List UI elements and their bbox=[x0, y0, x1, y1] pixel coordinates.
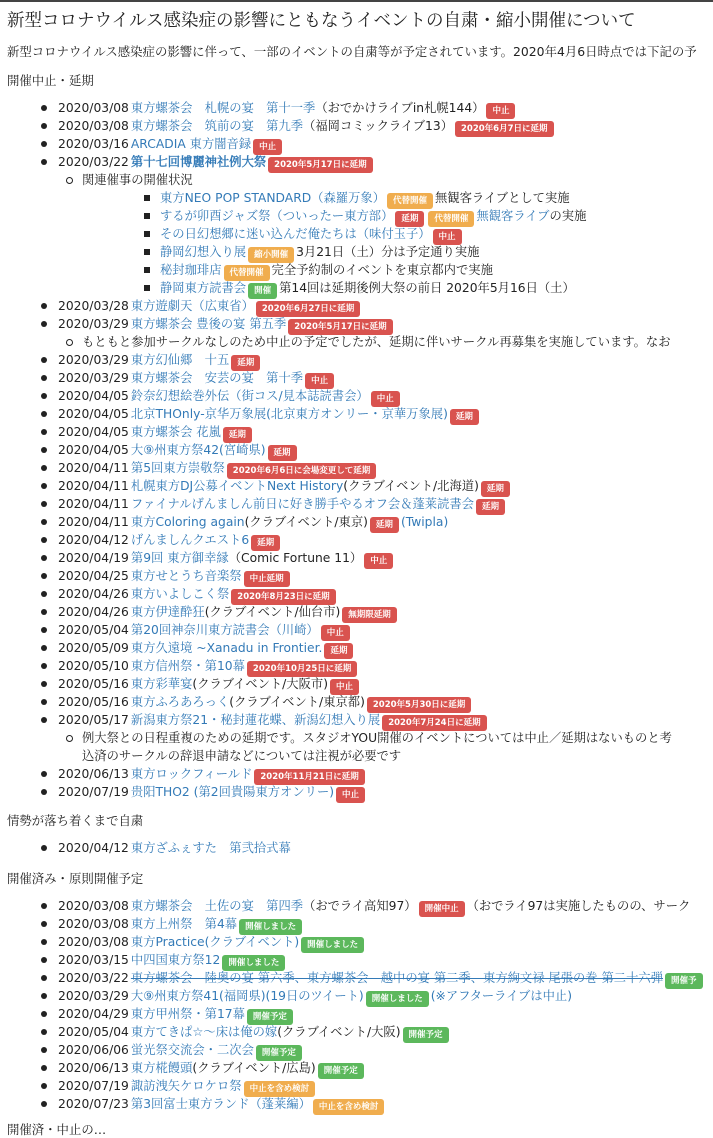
event-link[interactable]: 札幌東方DJ公募イベントNext History bbox=[130, 479, 344, 493]
status-badge: 延期 bbox=[476, 499, 505, 515]
status-badge: 2020年5月17日に延期 bbox=[268, 157, 372, 173]
list-item bbox=[58, 711, 489, 729]
status-badge: 開催予 bbox=[665, 973, 703, 989]
list-bullet bbox=[41, 975, 47, 981]
event-link[interactable]: 東方いよしこく祭 bbox=[130, 587, 230, 601]
list-item bbox=[58, 951, 287, 969]
event-link[interactable]: 東方螺茶会 陸奥の宴 第六季、東方螺茶会 越中の宴 第二季、東方絢文禄 尾張の巻 第二十六弾 bbox=[130, 971, 663, 985]
event-date: 2020/05/17 bbox=[58, 713, 129, 727]
list-bullet bbox=[41, 771, 47, 777]
event-date: 2020/03/29 bbox=[58, 353, 129, 367]
status-badge: 中止 bbox=[433, 229, 462, 245]
list-item bbox=[58, 1095, 386, 1113]
event-date: 2020/03/22 bbox=[58, 155, 129, 169]
list-item bbox=[82, 729, 672, 747]
event-link[interactable]: 第20回神奈川東方読書会（川崎） bbox=[130, 623, 319, 637]
event-link[interactable]: 東方てきぱ☆〜床は俺の嫁 bbox=[130, 1025, 278, 1039]
event-link[interactable]: 東方伊達酔狂 bbox=[130, 605, 205, 619]
event-date: 2020/03/08 bbox=[58, 917, 129, 931]
list-item bbox=[58, 459, 378, 477]
event-date: 2020/06/06 bbox=[58, 1043, 129, 1057]
list-item bbox=[58, 1077, 317, 1095]
status-badge: 2020年5月30日に延期 bbox=[367, 697, 471, 713]
list-bullet bbox=[41, 1065, 47, 1071]
list-item bbox=[58, 117, 556, 135]
event-link[interactable]: 東方椛饅頭 bbox=[130, 1061, 193, 1075]
event-date: 2020/04/05 bbox=[58, 407, 129, 421]
event-link[interactable]: (19日のツイート) bbox=[265, 989, 364, 1003]
event-link[interactable]: 鈴奈幻想絵巻外伝（街コス/見本誌読書会） bbox=[130, 389, 369, 403]
status-badge: 中止 bbox=[330, 679, 359, 695]
event-link[interactable]: 東方幻仙郷 十五 bbox=[130, 353, 230, 367]
event-note: の実施 bbox=[549, 209, 587, 223]
status-badge: 中止を含め検討 bbox=[244, 1081, 316, 1097]
list-bullet bbox=[144, 231, 150, 237]
list-item bbox=[82, 171, 193, 189]
list-item bbox=[58, 675, 361, 693]
list-item bbox=[82, 747, 401, 765]
event-date: 2020/04/11 bbox=[58, 461, 129, 475]
status-badge: 開催予定 bbox=[403, 1027, 449, 1043]
status-badge: 延期 bbox=[370, 517, 399, 533]
status-badge: 代替開催 bbox=[224, 265, 270, 281]
event-date: 2020/04/05 bbox=[58, 389, 129, 403]
list-item bbox=[58, 915, 304, 933]
list-item bbox=[58, 99, 517, 117]
list-item bbox=[58, 621, 352, 639]
event-note: 関連催事の開催状況 bbox=[82, 173, 193, 187]
event-date: 2020/05/16 bbox=[58, 695, 129, 709]
list-item bbox=[58, 441, 299, 459]
status-badge: 中止 bbox=[321, 625, 350, 641]
list-item bbox=[58, 969, 705, 987]
list-item bbox=[58, 297, 362, 315]
list-item bbox=[58, 1059, 366, 1077]
status-badge: 中止 bbox=[486, 103, 515, 119]
list-bullet bbox=[41, 699, 47, 705]
event-date: 2020/07/19 bbox=[58, 785, 129, 799]
event-note: 無観客ライブとして実施 bbox=[435, 191, 570, 205]
status-badge: 開催しました bbox=[301, 937, 364, 953]
event-date: 2020/05/16 bbox=[58, 677, 129, 691]
event-note: 例大祭との日程重複のための延期です。スタジオYOU開催のイベントについては中止／延期はないものと考 bbox=[82, 731, 672, 745]
status-badge: 中止を含め検討 bbox=[313, 1099, 385, 1115]
event-link[interactable]: 東方甲州祭・第17幕 bbox=[130, 1007, 245, 1021]
event-date: 2020/04/26 bbox=[58, 605, 129, 619]
event-link[interactable]: 第3回富士東方ランド（蓬莱編） bbox=[130, 1097, 311, 1111]
status-badge: 2020年6月7日に延期 bbox=[455, 121, 554, 137]
status-badge: 中止 bbox=[336, 787, 365, 803]
event-date: 2020/04/29 bbox=[58, 1007, 129, 1021]
list-item bbox=[160, 225, 464, 243]
status-badge: 開催 bbox=[248, 283, 277, 299]
list-item bbox=[58, 351, 262, 369]
event-date: 2020/03/29 bbox=[58, 371, 129, 385]
list-bullet bbox=[144, 213, 150, 219]
status-badge: 開催しました bbox=[366, 991, 429, 1007]
event-link[interactable]: 大⑨州東方祭41(福岡県) bbox=[130, 989, 266, 1003]
event-note: (クラブイベント/大阪) bbox=[277, 1025, 401, 1039]
list-bullet bbox=[41, 447, 47, 453]
event-link[interactable]: 東方螺茶会 筑前の宴 第九季 bbox=[130, 119, 304, 133]
status-badge: 中止 bbox=[371, 391, 400, 407]
event-date: 2020/06/13 bbox=[58, 767, 129, 781]
status-badge: 2020年5月17日に延期 bbox=[288, 319, 392, 335]
event-link[interactable]: 中四国東方祭12 bbox=[130, 953, 221, 967]
list-bullet bbox=[41, 663, 47, 669]
event-note: （Comic Fortune 11） bbox=[228, 551, 363, 565]
event-date: 2020/03/08 bbox=[58, 899, 129, 913]
list-bullet bbox=[144, 195, 150, 201]
list-item bbox=[58, 1023, 451, 1041]
intro-text: 新型コロナウイルス感染症の影響に伴って、一部のイベントの自粛等が予定されています。2020年4月6日時点では下記の予 bbox=[7, 44, 697, 59]
event-link[interactable]: 第9回 東方御幸縁 bbox=[130, 551, 229, 565]
event-link[interactable]: 東方螺茶会 安芸の宴 第十季 bbox=[130, 371, 304, 385]
event-date: 2020/05/09 bbox=[58, 641, 129, 655]
status-badge: 2020年11月21日に延期 bbox=[254, 769, 364, 785]
event-link[interactable]: 第5回東方崇敬祭 bbox=[130, 461, 225, 475]
event-link[interactable]: 静岡幻想入り展 bbox=[160, 245, 247, 259]
list-item bbox=[58, 933, 366, 951]
list-bullet bbox=[144, 267, 150, 273]
status-badge: 代替開催 bbox=[387, 193, 433, 209]
status-badge: 2020年8月23日に延期 bbox=[231, 589, 335, 605]
event-link[interactable]: 第十七回博麗神社例大祭 bbox=[130, 155, 267, 169]
event-link[interactable]: 東方螺茶会 花嵐 bbox=[130, 425, 221, 439]
status-badge: 延期 bbox=[251, 535, 280, 551]
event-link[interactable]: 新潟東方祭21・秘封蓮花蝶、新潟幻想入り展 bbox=[130, 713, 381, 727]
list-item bbox=[58, 549, 395, 567]
list-bullet bbox=[41, 591, 47, 597]
status-badge: 延期 bbox=[231, 355, 260, 371]
event-date: 2020/04/11 bbox=[58, 497, 129, 511]
event-note: (クラブイベント/広島) bbox=[192, 1061, 316, 1075]
event-note: もともと参加サークルなしのため中止の予定でしたが、延期に伴いサークル再募集を実施しています。なお bbox=[82, 335, 671, 349]
event-date: 2020/05/10 bbox=[58, 659, 129, 673]
event-link[interactable]: 東方ざふぇすた 第弐拾式幕 bbox=[130, 841, 291, 855]
event-date: 2020/04/11 bbox=[58, 479, 129, 493]
list-bullet bbox=[41, 357, 47, 363]
event-link[interactable]: (Twipla) bbox=[400, 515, 449, 529]
list-item bbox=[160, 279, 575, 297]
list-item bbox=[58, 639, 355, 657]
list-item bbox=[58, 783, 367, 801]
event-date: 2020/04/12 bbox=[58, 533, 129, 547]
list-bullet bbox=[66, 339, 73, 346]
event-note: （おでライ97は実施したものの、サーク bbox=[466, 899, 691, 913]
status-badge: 2020年7月24日に延期 bbox=[382, 715, 486, 731]
list-item bbox=[160, 261, 493, 279]
event-link[interactable]: 北京THOnly-京华万象展(北京東方オンリー・京華万象展) bbox=[130, 407, 448, 421]
event-link[interactable]: ファイナルげんましん前日に好き勝手やるオフ会＆蓬莱読書会 bbox=[130, 497, 474, 511]
event-link[interactable]: 東方螺茶会 土佐の宴 第四季 bbox=[130, 899, 304, 913]
status-badge: 中止 bbox=[364, 553, 393, 569]
event-date: 2020/04/05 bbox=[58, 425, 129, 439]
event-link[interactable]: 東方螺茶会 豊後の宴 第五季 bbox=[130, 317, 287, 331]
list-item bbox=[58, 495, 507, 513]
status-badge: 開催中止 bbox=[419, 901, 465, 917]
list-bullet bbox=[41, 903, 47, 909]
list-item bbox=[160, 189, 570, 207]
list-bullet bbox=[41, 141, 47, 147]
event-link[interactable]: 諏訪洩矢ケロケロ祭 bbox=[130, 1079, 242, 1093]
event-date: 2020/04/25 bbox=[58, 569, 129, 583]
list-bullet bbox=[41, 939, 47, 945]
list-bullet bbox=[41, 1101, 47, 1107]
list-bullet bbox=[41, 645, 47, 651]
list-item bbox=[160, 243, 479, 261]
event-note: (クラブイベント/東京) bbox=[244, 515, 368, 529]
top-border bbox=[0, 0, 713, 2]
status-badge: 延期 bbox=[223, 427, 252, 443]
list-item bbox=[58, 405, 481, 423]
event-date: 2020/04/26 bbox=[58, 587, 129, 601]
list-bullet bbox=[144, 285, 150, 291]
event-date: 2020/04/05 bbox=[58, 443, 129, 457]
list-item bbox=[58, 153, 375, 171]
event-link[interactable]: 東方NEO POP STANDARD（森羅万象） bbox=[160, 191, 386, 205]
status-badge: 延期 bbox=[324, 643, 353, 659]
list-item bbox=[58, 765, 367, 783]
list-bullet bbox=[41, 123, 47, 129]
event-link[interactable]: 東方信州祭・第10幕 bbox=[130, 659, 245, 673]
status-badge: 延期 bbox=[450, 409, 479, 425]
event-link[interactable]: 大⑨州東方祭42(宮崎県) bbox=[130, 443, 266, 457]
list-item bbox=[58, 1005, 295, 1023]
event-link[interactable]: げんましんクエスト6 bbox=[130, 533, 250, 547]
list-bullet bbox=[41, 789, 47, 795]
event-date: 2020/04/11 bbox=[58, 515, 129, 529]
event-link[interactable]: 東方Coloring again bbox=[130, 515, 245, 529]
event-date: 2020/04/12 bbox=[58, 841, 129, 855]
status-badge: 中止 bbox=[253, 139, 282, 155]
event-date: 2020/07/19 bbox=[58, 1079, 129, 1093]
event-link[interactable]: 東方遊劇天（広東省） bbox=[130, 299, 254, 313]
event-date: 2020/03/16 bbox=[58, 137, 129, 151]
list-bullet bbox=[41, 321, 47, 327]
list-bullet bbox=[41, 501, 47, 507]
event-note: (クラブイベント/仙台市) bbox=[204, 605, 341, 619]
event-link[interactable]: 東方ロックフィールド bbox=[130, 767, 253, 781]
status-badge: 開催しました bbox=[222, 955, 285, 971]
event-link[interactable]: ARCADIA 東方闇音録 bbox=[130, 137, 252, 151]
event-link[interactable]: 秘封珈琲店 bbox=[160, 263, 222, 277]
event-note: （おでかけライブin札幌144） bbox=[315, 101, 485, 115]
section-heading-cancelled: 開催中止・延期 bbox=[7, 73, 94, 88]
list-bullet bbox=[41, 1029, 47, 1035]
list-bullet bbox=[41, 717, 47, 723]
event-date: 2020/05/04 bbox=[58, 1025, 129, 1039]
event-date: 2020/03/15 bbox=[58, 953, 129, 967]
event-link[interactable]: 東方せとうち音楽祭 bbox=[130, 569, 242, 583]
event-link[interactable]: (※アフターライブは中止) bbox=[430, 989, 573, 1003]
event-link[interactable]: するが卯酉ジャズ祭（ついったー東方部） bbox=[160, 209, 394, 223]
list-item bbox=[58, 987, 572, 1005]
section-heading-other: 開催済・中止の… bbox=[7, 1122, 107, 1137]
list-item bbox=[58, 693, 473, 711]
list-bullet bbox=[41, 957, 47, 963]
list-item bbox=[58, 477, 512, 495]
event-link[interactable]: 東方彩華宴 bbox=[130, 677, 193, 691]
list-bullet bbox=[41, 921, 47, 927]
status-badge: 2020年6月6日に会場変更して延期 bbox=[227, 463, 377, 479]
status-badge: 開催予定 bbox=[256, 1045, 302, 1061]
list-item bbox=[160, 207, 586, 225]
list-bullet bbox=[41, 609, 47, 615]
section-heading-self-restraint: 情勢が落ち着くまで自粛 bbox=[7, 813, 144, 828]
event-date: 2020/03/22 bbox=[58, 971, 129, 985]
list-bullet bbox=[41, 537, 47, 543]
list-bullet bbox=[144, 249, 150, 255]
status-badge: 無期限延期 bbox=[342, 607, 397, 623]
event-link[interactable]: 東方ふろあろっく bbox=[130, 695, 230, 709]
list-bullet bbox=[41, 465, 47, 471]
list-bullet bbox=[41, 393, 47, 399]
event-date: 2020/04/19 bbox=[58, 551, 129, 565]
section-heading-held: 開催済み・原則開催予定 bbox=[7, 871, 144, 886]
list-bullet bbox=[41, 555, 47, 561]
list-item bbox=[58, 585, 338, 603]
event-link[interactable]: 蛍光祭交流会・二次会 bbox=[130, 1043, 254, 1057]
event-note: (クラブイベント/北海道) bbox=[343, 479, 479, 493]
event-date: 2020/03/29 bbox=[58, 317, 129, 331]
event-link[interactable]: 静岡東方読書会 bbox=[160, 281, 247, 295]
event-note: 完全予約制のイベントを東京都内で実施 bbox=[271, 263, 493, 277]
list-item bbox=[58, 369, 336, 387]
page-title: 新型コロナウイルス感染症の影響にともなうイベントの自粛・縮小開催について bbox=[7, 11, 636, 31]
list-bullet bbox=[41, 573, 47, 579]
list-item bbox=[82, 333, 671, 351]
event-date: 2020/03/29 bbox=[58, 989, 129, 1003]
event-link[interactable]: 東方上州祭 第4幕 bbox=[130, 917, 238, 931]
list-bullet bbox=[41, 1083, 47, 1089]
status-badge: 開催予定 bbox=[247, 1009, 293, 1025]
event-link[interactable]: 東方螺茶会 札幌の宴 第十一季 bbox=[130, 101, 316, 115]
event-note: （おでライ高知97） bbox=[303, 899, 417, 913]
event-link[interactable]: その日幻想郷に迷い込んだ俺たちは（味付玉子） bbox=[160, 227, 431, 241]
event-date: 2020/05/04 bbox=[58, 623, 129, 637]
status-badge: 2020年6月27日に延期 bbox=[256, 301, 360, 317]
list-item bbox=[58, 387, 402, 405]
event-note: 込済のサークルの辞退申請などについては注視が必要です bbox=[82, 749, 402, 763]
list-item bbox=[58, 423, 254, 441]
list-bullet bbox=[41, 519, 47, 525]
event-note: 第14回は延期後例大祭の前日 2020年5月16日（土） bbox=[279, 281, 575, 295]
list-item bbox=[58, 1041, 304, 1059]
list-bullet bbox=[41, 105, 47, 111]
list-bullet bbox=[41, 1047, 47, 1053]
list-item bbox=[58, 603, 399, 621]
event-link[interactable]: 東方久遠境 ~Xanadu in Frontier. bbox=[130, 641, 323, 655]
status-badge: 中止延期 bbox=[244, 571, 290, 587]
status-badge: 延期 bbox=[268, 445, 297, 461]
event-link[interactable]: 無観客ライブ bbox=[476, 209, 550, 223]
list-bullet bbox=[41, 1011, 47, 1017]
event-link[interactable]: 贵阳THO2 (第2回貴陽東方オンリー) bbox=[130, 785, 335, 799]
list-bullet bbox=[41, 429, 47, 435]
event-note: (クラブイベント/東京都) bbox=[229, 695, 365, 709]
list-bullet bbox=[41, 993, 47, 999]
status-badge: 開催予定 bbox=[318, 1063, 364, 1079]
event-date: 2020/03/28 bbox=[58, 299, 129, 313]
status-badge: 開催しました bbox=[239, 919, 302, 935]
status-badge: 延期 bbox=[481, 481, 510, 497]
event-date: 2020/03/08 bbox=[58, 101, 129, 115]
status-badge: 中止 bbox=[305, 373, 334, 389]
status-badge: 2020年10月25日に延期 bbox=[247, 661, 357, 677]
list-bullet bbox=[41, 159, 47, 165]
list-bullet bbox=[41, 303, 47, 309]
event-note: 3月21日（土）分は予定通り実施 bbox=[296, 245, 480, 259]
list-bullet bbox=[41, 411, 47, 417]
status-badge: 代替開催 bbox=[428, 211, 474, 227]
status-badge: 延期 bbox=[395, 211, 424, 227]
list-item bbox=[58, 897, 690, 915]
list-item bbox=[58, 513, 448, 531]
list-bullet bbox=[66, 735, 73, 742]
list-bullet bbox=[41, 845, 47, 851]
list-bullet bbox=[66, 177, 73, 184]
event-date: 2020/03/08 bbox=[58, 935, 129, 949]
list-item bbox=[58, 531, 282, 549]
event-note: （福岡コミックライブ13） bbox=[303, 119, 453, 133]
list-bullet bbox=[41, 627, 47, 633]
list-item bbox=[58, 135, 284, 153]
list-item bbox=[58, 839, 291, 857]
list-item bbox=[58, 657, 359, 675]
list-bullet bbox=[41, 375, 47, 381]
list-item bbox=[58, 315, 395, 333]
event-note: (クラブイベント/大阪市) bbox=[192, 677, 328, 691]
event-date: 2020/06/13 bbox=[58, 1061, 129, 1075]
list-bullet bbox=[41, 483, 47, 489]
event-link[interactable]: 東方Practice(クラブイベント) bbox=[130, 935, 300, 949]
status-badge: 縮小開催 bbox=[248, 247, 294, 263]
list-bullet bbox=[41, 681, 47, 687]
event-date: 2020/03/08 bbox=[58, 119, 129, 133]
event-date: 2020/07/23 bbox=[58, 1097, 129, 1111]
list-item bbox=[58, 567, 292, 585]
